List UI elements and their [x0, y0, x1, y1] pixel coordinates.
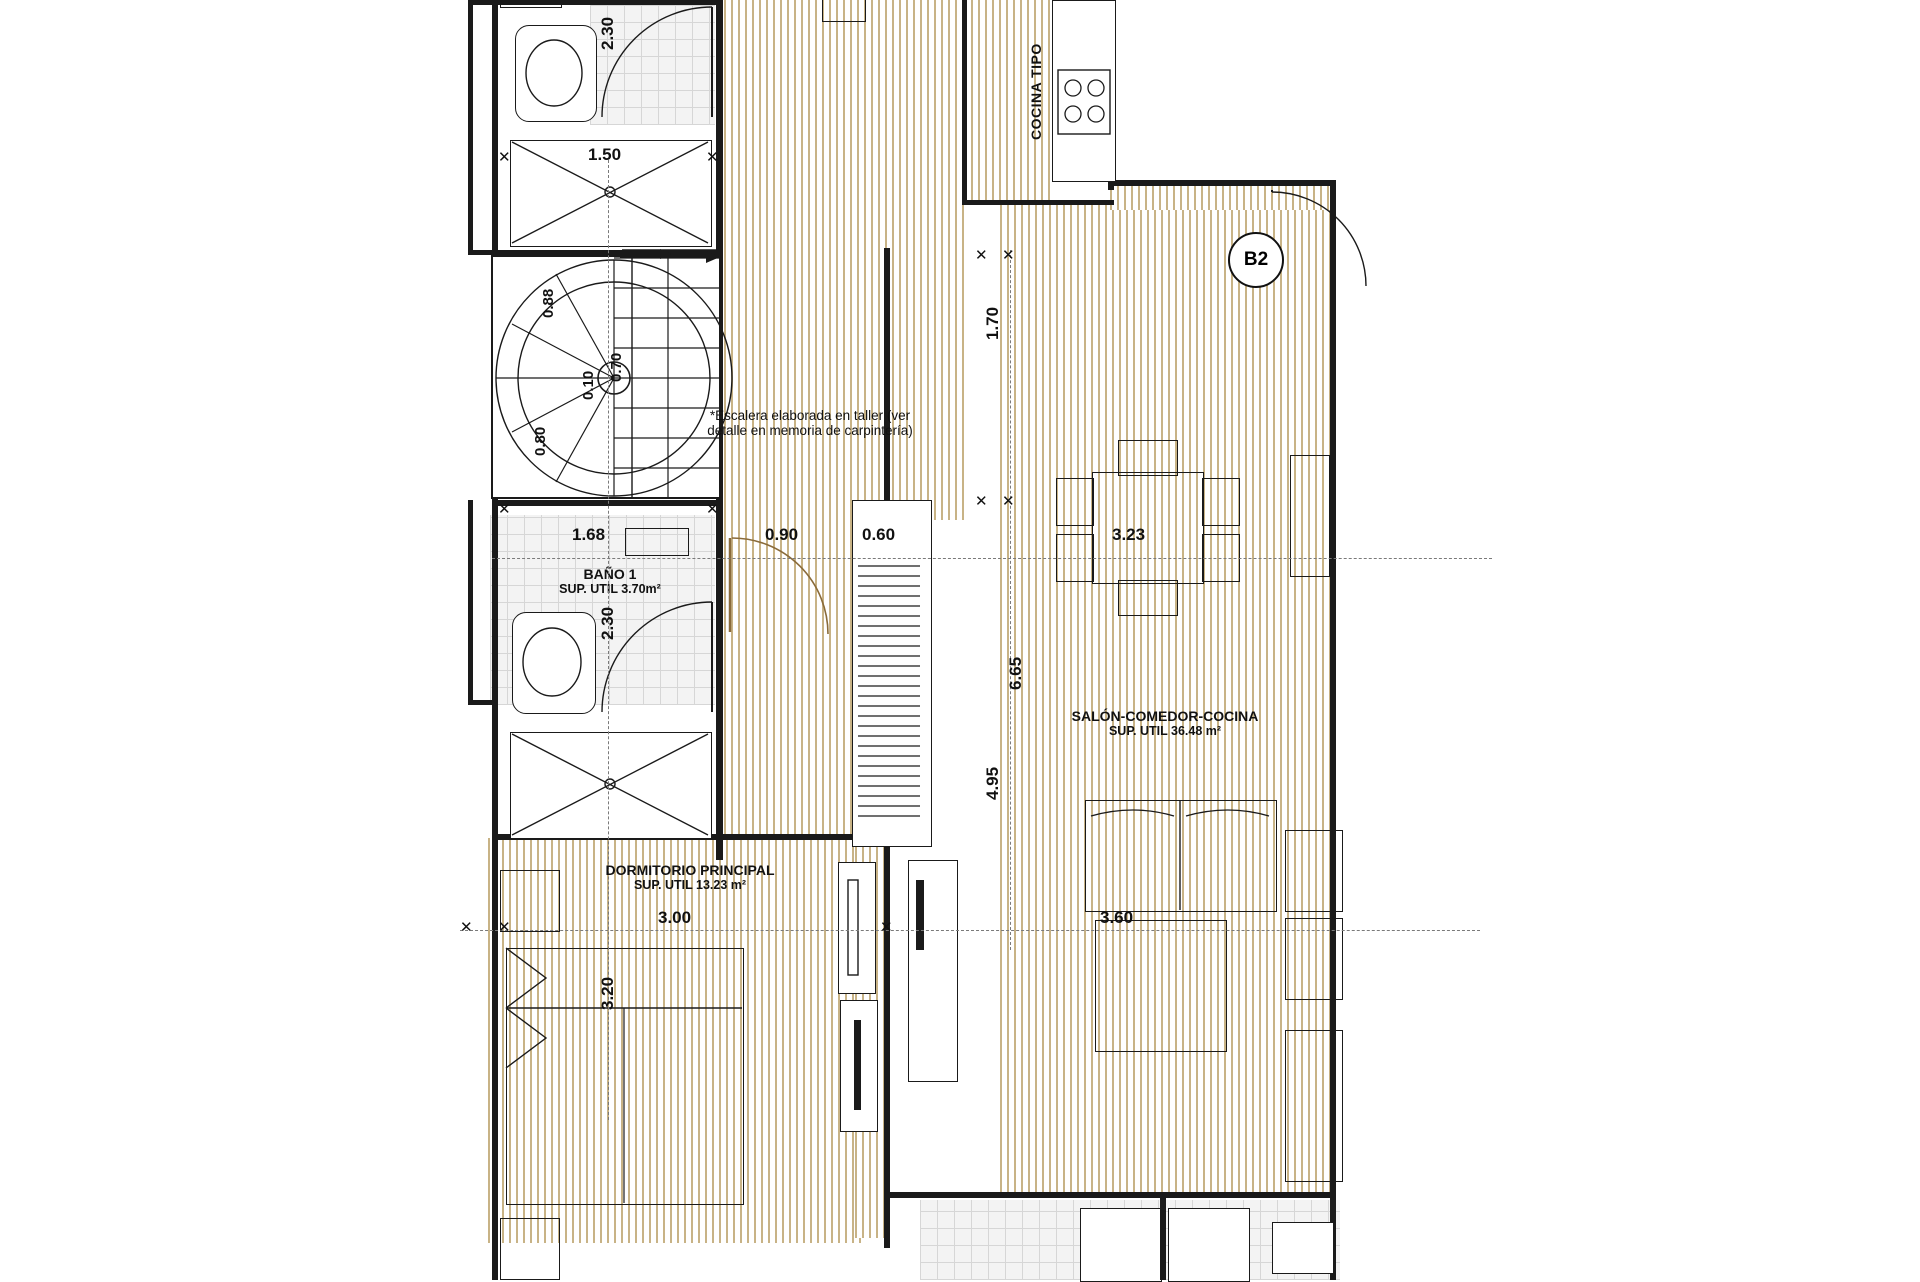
hatch-corridor-upper — [724, 0, 964, 520]
lower-fixture-right — [1168, 1208, 1250, 1282]
tick-3: ✕ — [498, 501, 511, 518]
wc-top — [500, 0, 562, 8]
room-label-bano1 — [515, 566, 705, 596]
tick-11: ✕ — [460, 919, 473, 936]
wall-vertical-left-outer — [492, 0, 498, 1280]
cooktop — [1058, 70, 1110, 134]
tick-6: ✕ — [880, 919, 893, 936]
dim-6-65: 6.65 — [1006, 656, 1025, 690]
dim-1-50: 1.50 — [588, 145, 622, 164]
dim-0-60: 0.60 — [862, 525, 896, 544]
dim-0-90: 0.90 — [765, 525, 799, 544]
dormitorio-area: SUP. UTIL 13.23 m² — [633, 878, 747, 892]
tick-10: ✕ — [1002, 493, 1015, 510]
wardrobe-corridor-slats — [858, 560, 920, 825]
sofa-cushions — [1085, 800, 1275, 910]
axis-line-h-930 — [460, 930, 1480, 931]
sink-bath1 — [520, 626, 584, 698]
nightstand-bottom — [500, 1218, 560, 1280]
lower-fixture-small — [1272, 1222, 1334, 1274]
tick-5: ✕ — [498, 919, 511, 936]
stair-dim-0-80: 0.80 — [532, 426, 549, 456]
dim-3-00: 3.00 — [658, 908, 692, 927]
tick-9: ✕ — [975, 493, 988, 510]
lower-fixture-left — [1080, 1208, 1162, 1282]
wall-stub-left-top — [470, 0, 494, 5]
room-label-salon — [1000, 708, 1330, 738]
wall-horizontal-bath-div-2 — [492, 500, 722, 506]
wc-bath1 — [625, 528, 689, 556]
stair-dim-0-70: 0.70 — [608, 352, 625, 382]
tick-1: ✕ — [498, 149, 511, 166]
wall-horizontal-b2-top — [1108, 180, 1336, 186]
room-label-dormitorio — [540, 862, 840, 892]
dim-1-68: 1.68 — [572, 525, 606, 544]
tick-2: ✕ — [706, 149, 719, 166]
stair-note: *Escalera elaborada en taller (ver detalle en memoria de carpintería) — [707, 408, 913, 438]
side-table-lower — [1285, 1030, 1343, 1182]
stair-arrow — [620, 250, 720, 264]
dining-table — [1092, 472, 1204, 584]
dim-1-70: 1.70 — [983, 306, 1002, 340]
dim-2-30-bottom: 2.30 — [598, 606, 617, 640]
dim-3-60: 3.60 — [1100, 908, 1134, 927]
tick-8: ✕ — [1002, 247, 1015, 264]
dim-3-23: 3.23 — [1112, 525, 1146, 544]
hatch-bedroom-strip — [488, 838, 863, 862]
axis-line-h-550 — [492, 558, 1492, 559]
stair-dim-0-10: 0.10 — [580, 370, 597, 400]
shower-tray-bath1-cross — [510, 732, 710, 837]
closet-lower-2-rail — [854, 1020, 861, 1110]
dining-chair-left-top — [1056, 478, 1094, 526]
dining-chair-bottom — [1118, 580, 1178, 616]
bano1-name: BAÑO 1 — [583, 566, 637, 582]
dim-4-95: 4.95 — [983, 766, 1002, 800]
bano1-area: SUP. UTIL 3.70m² — [559, 582, 661, 596]
staircase — [492, 256, 722, 500]
wall-vertical-leftstub-2 — [468, 500, 473, 705]
axis-line-v-1010 — [1010, 250, 1011, 950]
tick-7: ✕ — [975, 247, 988, 264]
entry-door-swing — [1270, 190, 1366, 300]
wall-vertical-leftstub — [468, 0, 473, 255]
wall-horizontal-lower — [890, 1192, 1336, 1198]
stair-dim-0-88: 0.88 — [540, 288, 557, 318]
entry-door-jamb — [1330, 186, 1336, 200]
salon-area: SUP. UTIL 36.48 m² — [1108, 724, 1222, 738]
salon-name: SALÓN-COMEDOR-COCINA — [1071, 708, 1259, 724]
dining-chair-right-top — [1202, 478, 1240, 526]
kitchen-type-label: COCINA TIPO — [1028, 43, 1044, 140]
unit-badge-b2: B2 — [1228, 232, 1284, 288]
bedroom-door-leaf — [844, 880, 868, 975]
coffee-table — [1095, 920, 1227, 1052]
wall-horizontal-kitchen-bottom — [962, 200, 1114, 205]
tick-4: ✕ — [706, 501, 719, 518]
dim-2-30-top: 2.30 — [598, 16, 617, 50]
side-table-upper — [1285, 830, 1343, 912]
door-swing-corridor — [730, 536, 830, 636]
kitchen-upper-unit — [822, 0, 866, 22]
dim-3-20: 3.20 — [598, 976, 617, 1010]
dining-chair-top — [1118, 440, 1178, 476]
closet-lower-1-rail — [916, 880, 924, 950]
wall-lower-divider — [1160, 1198, 1166, 1280]
dormitorio-name: DORMITORIO PRINCIPAL — [605, 862, 775, 878]
sink-top — [523, 38, 585, 108]
bed-pillows — [506, 948, 742, 1203]
wall-vertical-kitchen-left — [962, 0, 967, 205]
